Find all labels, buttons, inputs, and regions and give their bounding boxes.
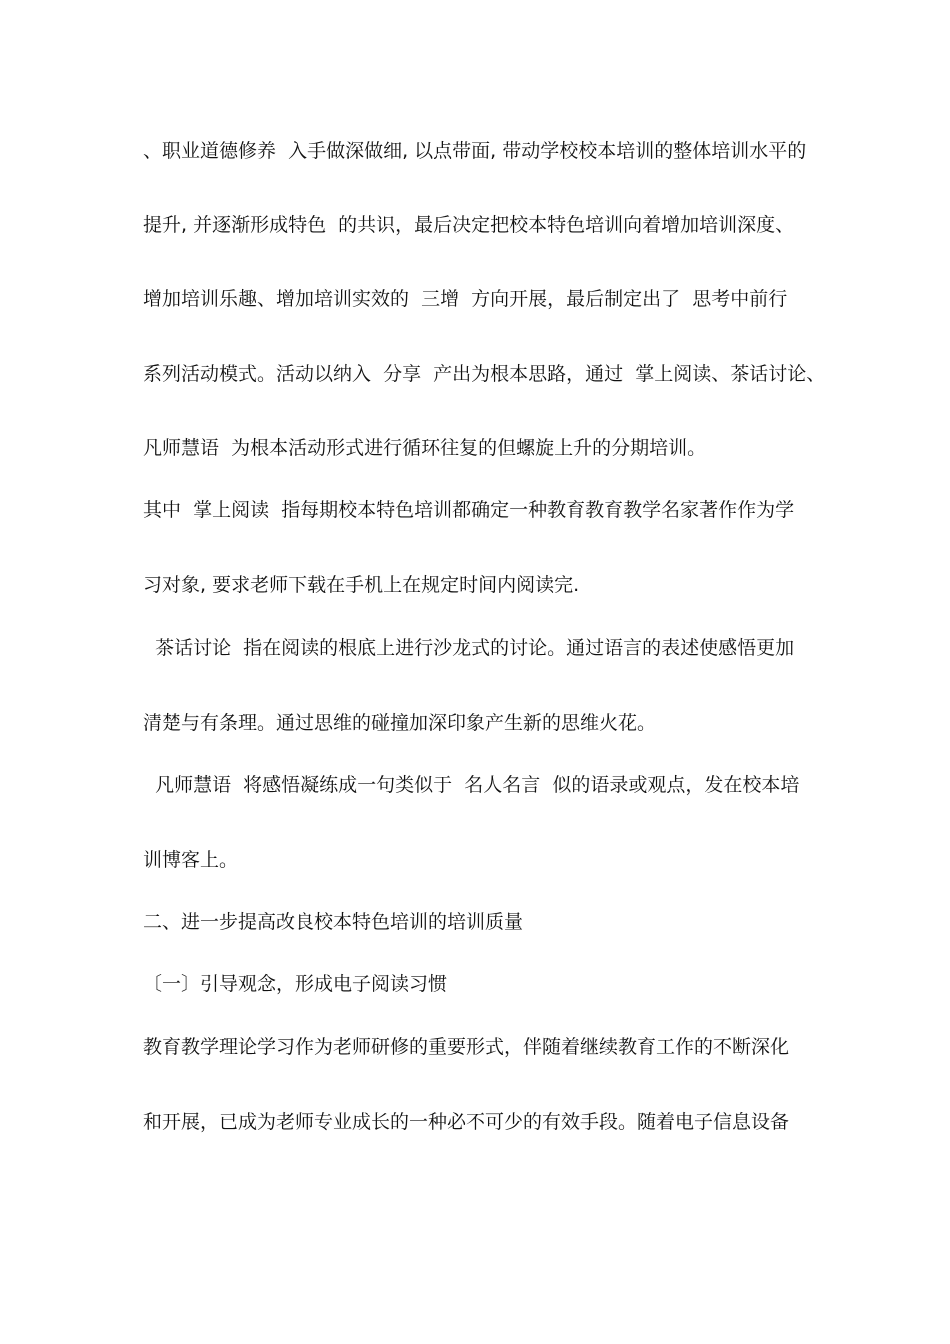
section-heading: 二、进一步提高改良校本特色培训的培训质量	[143, 911, 524, 933]
text-line: 凡师慧语 将感悟凝练成一句类似于 名人名言 似的语录或观点，发在校本培	[143, 774, 800, 796]
text-line: 教育教学理论学习作为老师研修的重要形式，伴随着继续教育工作的不断深化	[143, 1036, 790, 1058]
text-line: 习对象, 要求老师下载在手机上在规定时间内阅读完.	[143, 574, 580, 596]
text-line: 提升, 并逐渐形成特色 的共识，最后决定把校本特色培训向着增加培训深度、	[143, 214, 795, 236]
text-line: 系列活动模式。活动以纳入 分享 产出为根本思路，通过 掌上阅读、茶话讨论、	[143, 363, 826, 385]
text-line: 凡师慧语 为根本活动形式进行循环往复的但螺旋上升的分期培训。	[143, 437, 707, 459]
text-line: 增加培训乐趣、增加培训实效的 三增 方向开展，最后制定出了 思考中前行	[143, 288, 788, 310]
text-line: 训博客上。	[143, 849, 239, 871]
text-line: 茶话讨论 指在阅读的根底上进行沙龙式的讨论。通过语言的表述使感悟更加	[143, 637, 795, 659]
text-line: 和开展，已成为老师专业成长的一种必不可少的有效手段。随着电子信息设备	[143, 1111, 790, 1133]
text-line: 清楚与有条理。通过思维的碰撞加深印象产生新的思维火花。	[143, 712, 657, 734]
text-line: 、职业道德修养 入手做深做细, 以点带面, 带动学校校本培训的整体培训水平的	[143, 140, 807, 162]
subsection-heading: 〔一〕引导观念，形成电子阅读习惯	[143, 973, 448, 995]
text-line: 其中 掌上阅读 指每期校本特色培训都确定一种教育教育教学名家著作作为学	[143, 499, 795, 521]
